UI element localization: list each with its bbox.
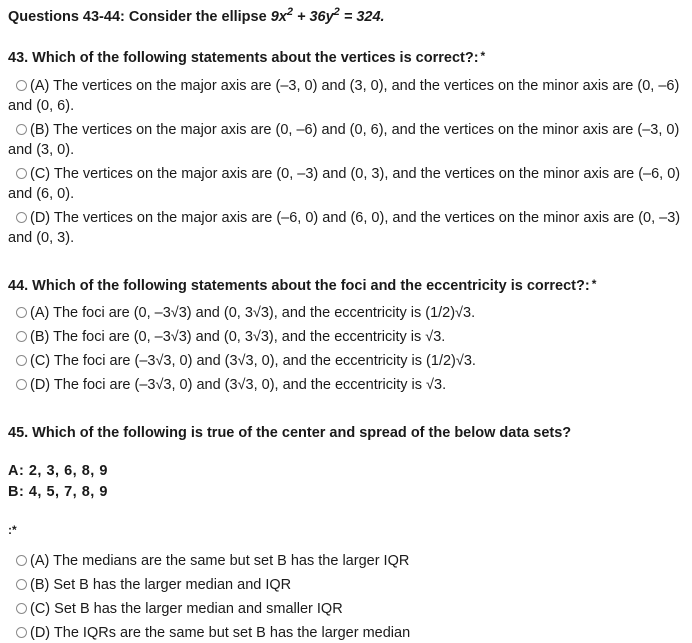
eq-exp-y: 2 [333,6,340,18]
q43-option-b[interactable] [8,120,686,160]
q45-option-a[interactable] [8,551,686,571]
question-44-title [8,277,596,294]
eq-result: = 324. [339,9,385,25]
radio-button[interactable] [16,212,27,223]
header-prefix: Questions 43-44: Consider the ellipse [8,9,271,25]
option-label: (D) The foci are (–3√3, 0) and (3√3, 0), and the eccentricity is √3. [30,377,447,393]
option-label: (A) The foci are (0, –3√3) and (0, 3√3), and the eccentricity is (1/2)√3. [30,305,476,321]
option-label: (C) Set B has the larger median and smaller IQR [30,601,343,617]
section-header [8,6,385,25]
radio-button[interactable] [16,555,27,566]
option-label: (C) The vertices on the major axis are (0, –3) and (0, 3), and the vertices on the minor axis are (–6, 0) and (6, 0). [8,166,681,202]
q43-option-a[interactable] [8,76,686,116]
option-label: (D) The IQRs are the same but set B has the larger median [30,625,411,641]
ellipse-equation [270,6,385,25]
radio-button[interactable] [16,579,27,590]
radio-button[interactable] [16,627,27,638]
q44-option-a[interactable] [8,303,686,323]
question-43-title [8,49,485,66]
q44-option-c[interactable] [8,351,686,371]
question-45-label: 45. Which of the following is true of the center and spread of the below data sets? [8,425,572,441]
eq-term-y: + 36y [292,9,334,25]
radio-button[interactable] [16,379,27,390]
q44-option-b[interactable] [8,327,686,347]
question-45-prompt [8,523,17,537]
option-label: (D) The vertices on the major axis are (–6, 0) and (6, 0), and the vertices on the minor axis are (0, –3) and (0, 3). [8,210,681,246]
radio-button[interactable] [16,80,27,91]
q43-option-c[interactable] [8,164,686,204]
radio-button[interactable] [16,331,27,342]
radio-button[interactable] [16,355,27,366]
required-marker: * [12,523,17,537]
radio-button[interactable] [16,168,27,179]
q45-option-c[interactable] [8,599,686,619]
data-set-b: B: 4, 5, 7, 8, 9 [8,484,108,500]
eq-term-x: 9x [270,9,287,25]
option-label: (B) The foci are (0, –3√3) and (0, 3√3), and the eccentricity is √3. [30,329,446,345]
option-label: (C) The foci are (–3√3, 0) and (3√3, 0), and the eccentricity is (1/2)√3. [30,353,476,369]
q45-option-d[interactable] [8,623,686,643]
data-set-a: A: 2, 3, 6, 8, 9 [8,463,108,479]
option-label: (B) The vertices on the major axis are (0, –6) and (0, 6), and the vertices on the minor axis are (–3, 0) and (3, 0). [8,122,680,158]
question-44-label: 44. Which of the following statements about the foci and the eccentricity is correct?: [8,278,590,294]
q43-option-d[interactable] [8,208,686,248]
option-label: (B) Set B has the larger median and IQR [30,577,292,593]
q44-option-d[interactable] [8,375,686,395]
required-marker: * [480,49,486,63]
prompt-colon: : [8,523,12,537]
question-45-title [8,425,571,441]
option-label: (A) The vertices on the major axis are (–3, 0) and (3, 0), and the vertices on the minor axis are (0, –6) and (0, 6). [8,78,680,114]
radio-button[interactable] [16,307,27,318]
q45-option-b[interactable] [8,575,686,595]
radio-button[interactable] [16,603,27,614]
eq-exp-x: 2 [286,6,293,18]
option-label: (A) The medians are the same but set B has the larger IQR [30,553,410,569]
required-marker: * [591,277,597,291]
question-43-label: 43. Which of the following statements about the vertices is correct?: [8,50,479,66]
radio-button[interactable] [16,124,27,135]
